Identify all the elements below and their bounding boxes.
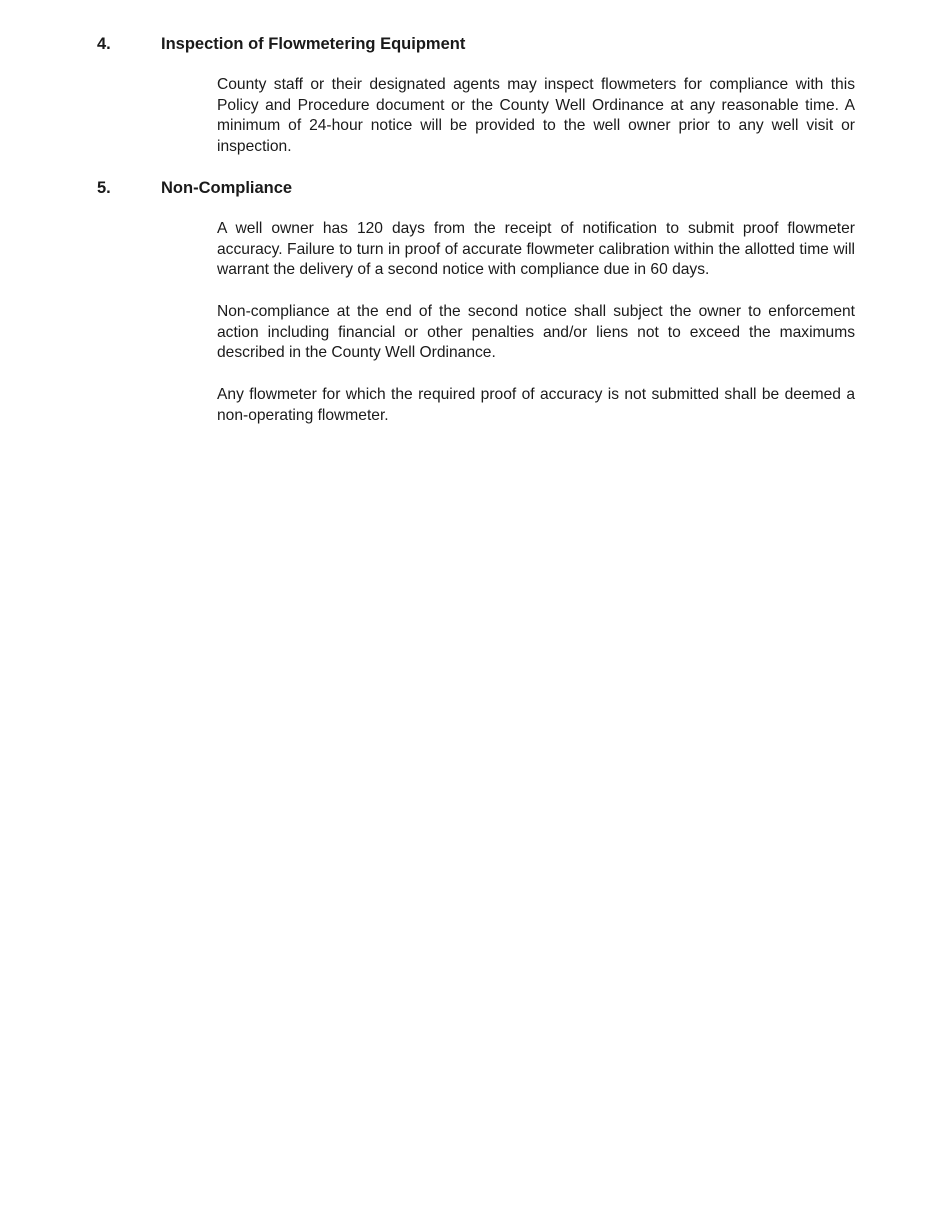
- section-4-paragraph-1: County staff or their designated agents may inspect flowmeters for compliance with this Policy and Procedure document or the County Well Ordinance at any reasonable time. A minimum of 24-hour notice will be provided to the well owner prior to any well visit or inspection.: [217, 76, 855, 155]
- section-5-paragraph-2: Non-compliance at the end of the second notice shall subject the owner to enforcement action including financial or other penalties and/or liens not to exceed the maximums described in the County Well Ordinance.: [217, 303, 855, 361]
- section-title: Non-Compliance: [161, 179, 293, 197]
- section-5-heading: [97, 177, 857, 199]
- section-5-paragraph-1: A well owner has 120 days from the receipt of notification to submit proof flowmeter accuracy. Failure to turn in proof of accurate flowmeter calibration within the allotted time will warrant the delivery of a second notice with compliance due in 60 days.: [217, 220, 855, 278]
- section-title: Inspection of Flowmetering Equipment: [161, 35, 466, 53]
- section-number: 5.: [97, 179, 111, 197]
- section-number: 4.: [97, 35, 111, 53]
- section-heading: [97, 33, 857, 55]
- section-5-paragraph-3: Any flowmeter for which the required proof of accuracy is not submitted shall be deemed a non-operating flowmeter.: [217, 386, 855, 424]
- section-4-heading: [97, 33, 857, 55]
- section-heading: [97, 177, 857, 199]
